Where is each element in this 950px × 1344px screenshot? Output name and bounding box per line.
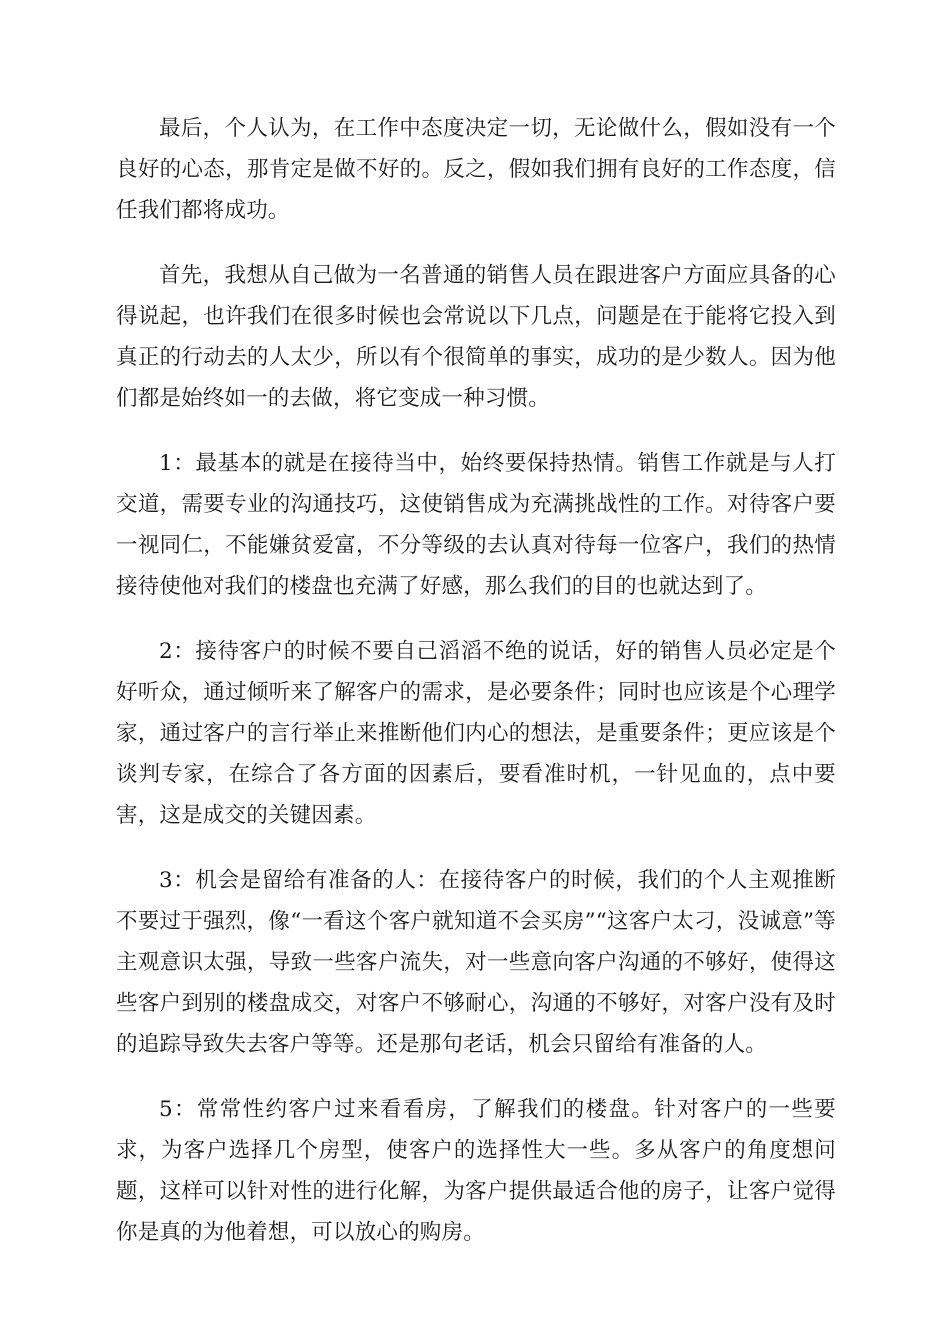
paragraph-point-1: 1：最基本的就是在接待当中，始终要保持热情。销售工作就是与人打交道，需要专业的沟通技巧，这使销售成为充满挑战性的工作。对待客户要一视同仁，不能嫌贫爱富，不分等级的去认真对待每一位客户，我们的热情接待使他对我们的楼盘也充满了好感，那么我们的目的也就达到了。: [116, 451, 836, 599]
paragraph-point-3: 3：机会是留给有准备的人：在接待客户的时候，我们的个人主观推断不要过于强烈，像“一看这个客户就知道不会买房”“这客户太刁，没诚意”等主观意识太强，导致一些客户流失，对一些意向客户沟通的不够好，使得这些客户到别的楼盘成交，对客户不够耐心，沟通的不够好，对客户没有及时的追踪导致失去客户等等。还是那句老话，机会只留给有准备的人。: [116, 868, 836, 1057]
document-body: [116, 108, 836, 1277]
paragraph-attitude: 最后，个人认为，在工作中态度决定一切，无论做什么，假如没有一个良好的心态，那肯定是做不好的。反之，假如我们拥有良好的工作态度，信任我们都将成功。: [116, 116, 836, 223]
paragraph-intro: 首先，我想从自己做为一名普通的销售人员在跟进客户方面应具备的心得说起，也许我们在很多时候也会常说以下几点，问题是在于能将它投入到真正的行动去的人太少，所以有个很简单的事实，成功的是少数人。因为他们都是始终如一的去做，将它变成一种习惯。: [116, 263, 836, 411]
paragraph-point-5: 5：常常性约客户过来看看房，了解我们的楼盘。针对客户的一些要求，为客户选择几个房型，使客户的选择性大一些。多从客户的角度想问题，这样可以针对性的进行化解，为客户提供最适合他的房子，让客户觉得你是真的为他着想，可以放心的购房。: [116, 1097, 836, 1245]
paragraph-point-2: 2：接待客户的时候不要自己滔滔不绝的说话，好的销售人员必定是个好听众，通过倾听来了解客户的需求，是必要条件；同时也应该是个心理学家，通过客户的言行举止来推断他们内心的想法，是重要条件；更应该是个谈判专家，在综合了各方面的因素后，要看准时机，一针见血的，点中要害，这是成交的关键因素。: [116, 639, 836, 828]
